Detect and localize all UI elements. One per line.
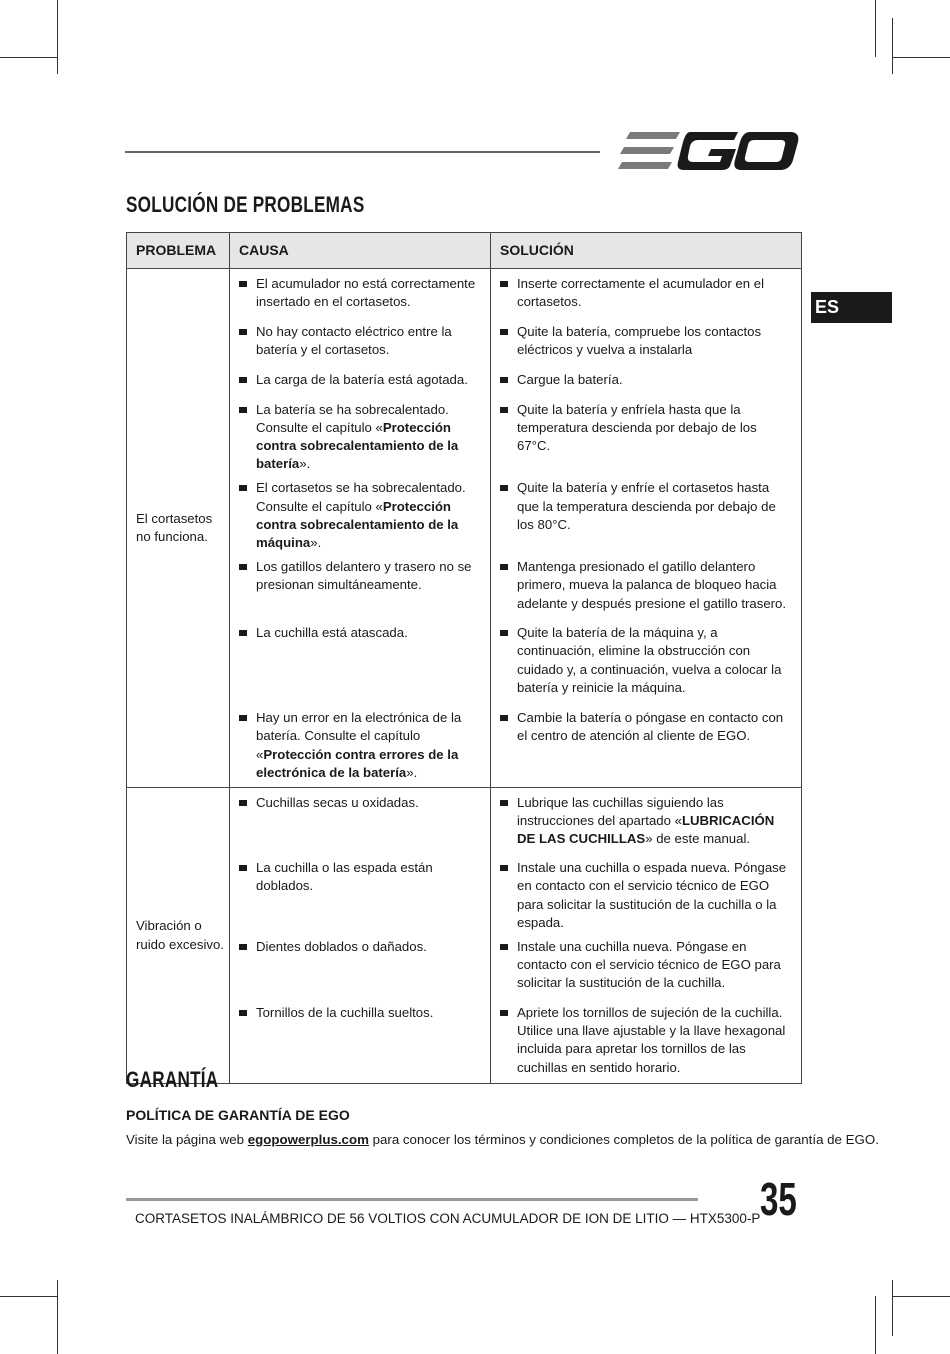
bullet-icon — [239, 630, 247, 636]
solution-item: Quite la batería y enfríela hasta que la temperatura descienda por debajo de los 67°C. — [500, 401, 792, 456]
bullet-icon — [500, 329, 508, 335]
bullet-icon — [239, 865, 247, 871]
problem-text: El cortasetos no funciona. — [136, 510, 213, 544]
cause-item: El cortasetos se ha sobrecalentado. Consulte el capítulo «Protección contra sobrecalentamiento de la máquina». — [239, 479, 481, 552]
solution-item: Instale una cuchilla nueva. Póngase en contacto con el servicio técnico de EGO para solicitar la sustitución de la cuchilla. — [500, 938, 792, 993]
crop-mark — [57, 0, 58, 74]
solution-item: Quite la batería y enfríe el cortasetos hasta que la temperatura descienda por debajo de los 80°C. — [500, 479, 792, 534]
solution-item: Mantenga presionado el gatillo delantero primero, mueva la palanca de bloqueo hacia adelante y después presione el gatillo trasero. — [500, 558, 792, 613]
solution-item: Cambie la batería o póngase en contacto con el centro de atención al cliente de EGO. — [500, 709, 792, 745]
section-title-warranty: GARANTÍA — [126, 1067, 219, 1092]
crop-mark — [875, 0, 876, 57]
cause-item: La batería se ha sobrecalentado. Consulte el capítulo «Protección contra sobrecalentamiento de la batería». — [239, 401, 481, 474]
table-row — [127, 269, 802, 317]
problem-cell — [127, 269, 230, 788]
solution-item: Cargue la batería. — [500, 371, 792, 389]
troubleshooting-table — [126, 232, 802, 1084]
bullet-icon — [239, 564, 247, 570]
crop-mark — [0, 57, 57, 58]
column-header: PROBLEMA — [127, 233, 230, 269]
cause-item: Dientes doblados o dañados. — [239, 938, 481, 956]
cause-item: La carga de la batería está agotada. — [239, 371, 481, 389]
problem-cell — [127, 787, 230, 1084]
bullet-icon — [500, 377, 508, 383]
bullet-icon — [500, 865, 508, 871]
table-header-row — [127, 233, 802, 269]
header-rule — [125, 151, 600, 153]
bullet-icon — [500, 715, 508, 721]
ego-logo — [618, 130, 800, 172]
bullet-icon — [239, 485, 247, 491]
bullet-icon — [239, 715, 247, 721]
cause-item: Hay un error en la electrónica de la batería. Consulte el capítulo «Protección contra errores de la electrónica de la batería». — [239, 709, 481, 782]
bullet-icon — [500, 281, 508, 287]
language-tab: ES — [811, 292, 892, 323]
footer-product-title: CORTASETOS INALÁMBRICO DE 56 VOLTIOS CON ACUMULADOR DE ION DE LITIO — HTX5300-P — [135, 1211, 761, 1226]
solution-item: Instale una cuchilla o espada nueva. Póngase en contacto con el servicio técnico de EGO para solicitar la sustitución de la cuchilla o la espada. — [500, 859, 792, 932]
solution-item: Quite la batería de la máquina y, a continuación, elimine la obstrucción con cuidado y, a continuación, vuelva a colocar la batería y reinicie la máquina. — [500, 624, 792, 697]
bullet-icon — [239, 329, 247, 335]
bullet-icon — [500, 407, 508, 413]
column-header: CAUSA — [230, 233, 491, 269]
page-number: 35 — [760, 1173, 797, 1225]
bullet-icon — [239, 800, 247, 806]
solution-item: Lubrique las cuchillas siguiendo las instrucciones del apartado «LUBRICACIÓN DE LAS CUCHILLAS» de este manual. — [500, 794, 792, 849]
cause-item: Los gatillos delantero y trasero no se presionan simultáneamente. — [239, 558, 481, 594]
cause-item: La cuchilla está atascada. — [239, 624, 481, 642]
bullet-icon — [500, 800, 508, 806]
bullet-icon — [500, 564, 508, 570]
table-row — [127, 787, 802, 853]
cause-item: Cuchillas secas u oxidadas. — [239, 794, 481, 812]
section-title-troubleshooting: SOLUCIÓN DE PROBLEMAS — [126, 192, 365, 217]
cause-item: No hay contacto eléctrico entre la batería y el cortasetos. — [239, 323, 481, 359]
column-header: SOLUCIÓN — [491, 233, 802, 269]
solution-item: Inserte correctamente el acumulador en el cortasetos. — [500, 275, 792, 311]
cause-item: El acumulador no está correctamente insertado en el cortasetos. — [239, 275, 481, 311]
warranty-link[interactable]: egopowerplus.com — [247, 1132, 369, 1147]
crop-mark — [892, 1280, 893, 1336]
bullet-icon — [500, 485, 508, 491]
solution-item: Apriete los tornillos de sujeción de la cuchilla. Utilice una llave ajustable y la llave hexagonal incluida para apretar los tornillos de las cuchillas en sentido horario. — [500, 1004, 792, 1077]
bullet-icon — [500, 1010, 508, 1016]
warranty-paragraph: Visite la página web egopowerplus.com para conocer los términos y condiciones completos de la política de garantía de EGO. — [126, 1132, 879, 1147]
bullet-icon — [239, 1010, 247, 1016]
bullet-icon — [239, 407, 247, 413]
crop-mark — [892, 18, 893, 74]
cause-item: Tornillos de la cuchilla sueltos. — [239, 1004, 481, 1022]
bullet-icon — [500, 944, 508, 950]
bullet-icon — [239, 944, 247, 950]
problem-text: Vibración o ruido excesivo. — [136, 918, 224, 952]
bullet-icon — [239, 281, 247, 287]
bullet-icon — [500, 630, 508, 636]
solution-item: Quite la batería, compruebe los contactos eléctricos y vuelva a instalarla — [500, 323, 792, 359]
footer-rule — [126, 1198, 698, 1201]
crop-mark — [57, 1280, 58, 1354]
crop-mark — [892, 1296, 950, 1297]
crop-mark — [892, 57, 950, 58]
bullet-icon — [239, 377, 247, 383]
crop-mark — [875, 1296, 876, 1354]
warranty-subtitle: POLÍTICA DE GARANTÍA DE EGO — [126, 1107, 350, 1123]
cause-item: La cuchilla o las espada están doblados. — [239, 859, 481, 895]
crop-mark — [0, 1296, 57, 1297]
